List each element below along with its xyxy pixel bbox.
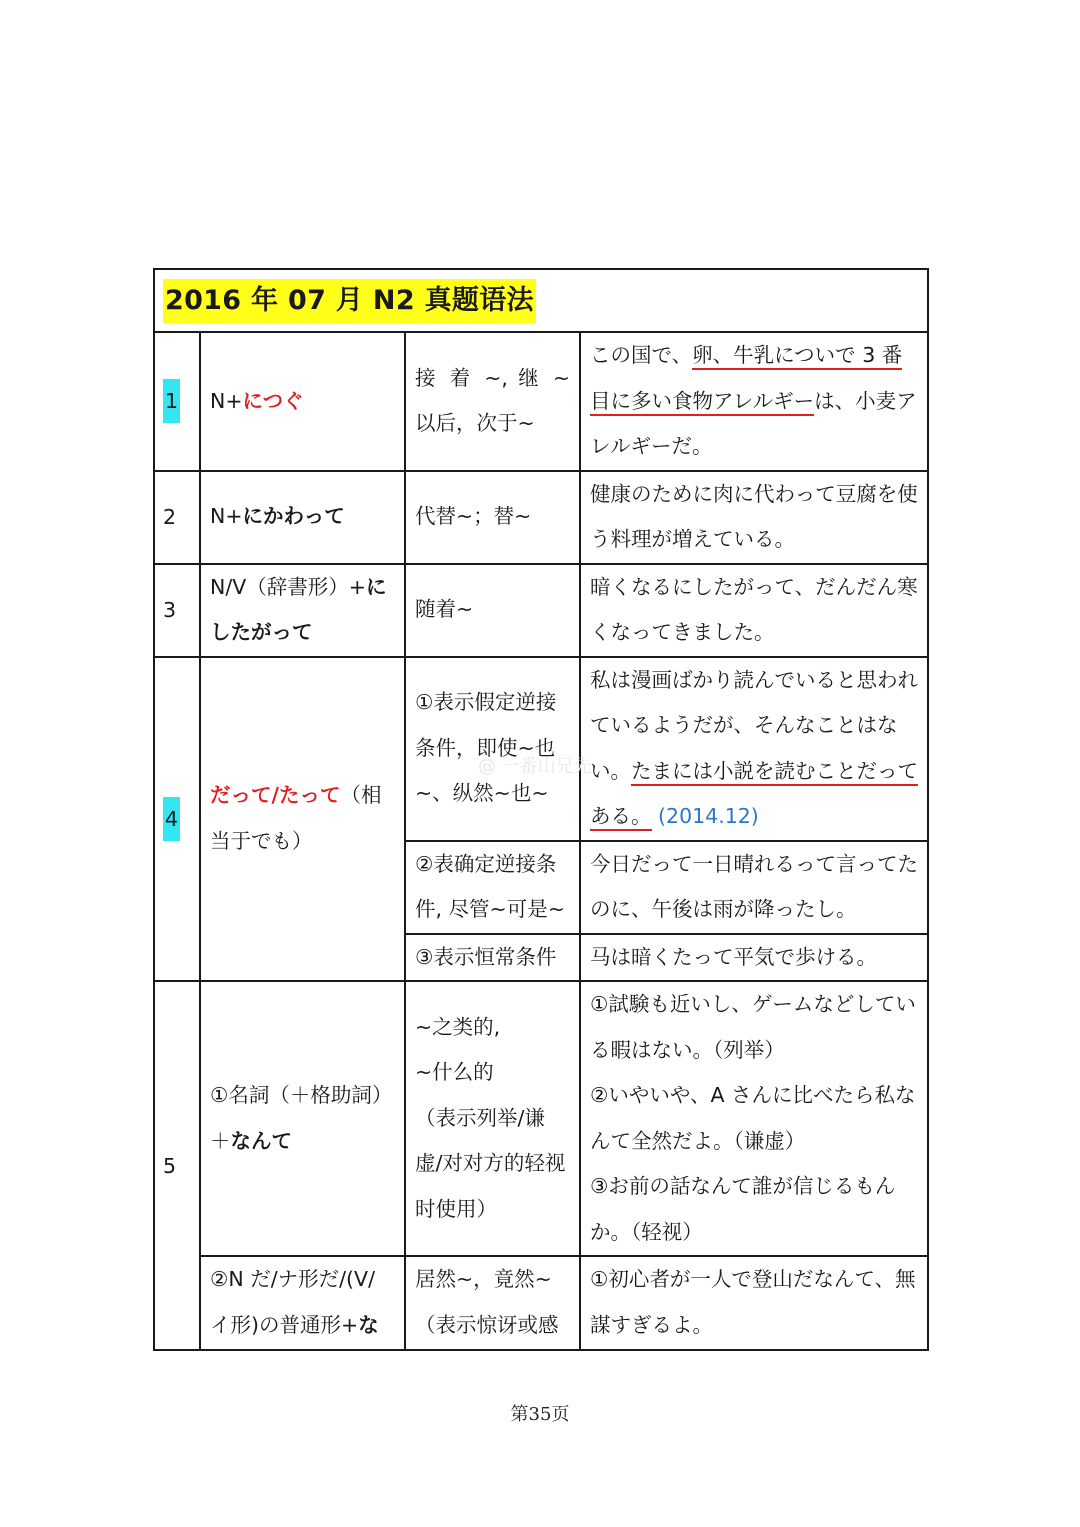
row-number	[154, 657, 200, 982]
grammar-prefix: ②N だ/ナ形だ/(V/イ形)の普通形+	[210, 1267, 375, 1337]
grammar-cell	[200, 564, 405, 657]
row-number	[154, 332, 200, 471]
table-row	[154, 657, 928, 841]
meaning-cell: 居然~，竟然~（表示惊讶或感	[405, 1256, 580, 1350]
table-row	[154, 471, 928, 564]
row-number: 3	[154, 564, 200, 657]
grammar-suffix: （相当于でも）	[210, 783, 382, 853]
row-number-highlight: 4	[163, 797, 180, 841]
example-cell: 今日だって一日晴れるって言ってたのに、午後は雨が降ったし。	[580, 841, 928, 934]
table-title-cell	[154, 269, 928, 332]
example-underlined: 卵、牛乳についで 3 番目に多い食物アレルギー	[590, 343, 902, 416]
grammar-cell	[200, 981, 405, 1256]
grammar-pattern: にかわって	[242, 504, 345, 529]
example-cell: 健康のために肉に代わって豆腐を使う料理が増えている。	[580, 471, 928, 564]
grammar-prefix: N+	[210, 388, 243, 413]
grammar-pattern: だって/たって	[210, 783, 341, 808]
grammar-cell	[200, 471, 405, 564]
row-number-highlight: 1	[163, 379, 180, 423]
example-text: は、小麦アレルギーだ。	[590, 388, 917, 458]
exam-reference: (2014.12)	[658, 804, 759, 828]
example-cell	[580, 332, 928, 471]
meaning-cell: 随着~	[405, 564, 580, 657]
example-underlined: たまには小説を読むことだってある。	[590, 759, 918, 832]
grammar-prefix: ①名詞（＋格助詞）＋	[210, 1083, 393, 1153]
table-row	[154, 564, 928, 657]
meaning-cell: ~之类的, ~什么的 （表示列举/谦虚/对对方的轻视时使用）	[405, 981, 580, 1256]
table-row	[154, 332, 928, 471]
grammar-pattern: な	[358, 1312, 379, 1337]
row-number: 5	[154, 981, 200, 1350]
table-row	[154, 981, 928, 1256]
grammar-table	[153, 268, 929, 1351]
example-cell: 马は暗くたって平気で歩ける。	[580, 934, 928, 982]
example-cell: ①試験も近いし、ゲームなどしている暇はない。（列举） ②いやいや、A さんに比べたら私なんて全然だよ。（谦虚） ③お前の話なんて誰が信じるもんか。（轻视）	[580, 981, 928, 1256]
page-number: 第35页	[510, 1404, 570, 1425]
watermark: @ 一番山兄先	[478, 756, 592, 777]
grammar-prefix: N+	[210, 504, 243, 529]
table-title: 2016 年 07 月 N2 真题语法	[163, 279, 536, 323]
grammar-pattern: につぐ	[242, 388, 304, 413]
grammar-pattern: なんて	[230, 1128, 292, 1153]
example-cell	[580, 657, 928, 841]
meaning-cell: ③表示恒常条件	[405, 934, 580, 982]
meaning-cell: ②表确定逆接条件, 尽管~可是~	[405, 841, 580, 934]
meaning-cell: 接 着 ~, 继 ~ 以后，次于~	[405, 332, 580, 471]
grammar-pattern: にしたがって	[210, 574, 387, 644]
grammar-cell	[200, 1256, 405, 1350]
meaning-cell: ①表示假定逆接条件，即使~也~、纵然~也~	[405, 657, 580, 841]
meaning-cell: 代替~；替~	[405, 471, 580, 564]
grammar-cell	[200, 332, 405, 471]
row-number: 2	[154, 471, 200, 564]
example-text: この国で、	[590, 343, 693, 367]
example-text: 私は漫画ばかり読んでいると思われているようだが、そんなことはない。	[590, 667, 918, 783]
table-row	[154, 1256, 928, 1350]
example-cell: 暗くなるにしたがって、だんだん寒くなってきました。	[580, 564, 928, 657]
example-cell: ①初心者が一人で登山だなんて、無謀すぎるよ。	[580, 1256, 928, 1350]
grammar-prefix: N/V（辞書形）+	[210, 574, 366, 599]
grammar-cell	[200, 657, 405, 982]
